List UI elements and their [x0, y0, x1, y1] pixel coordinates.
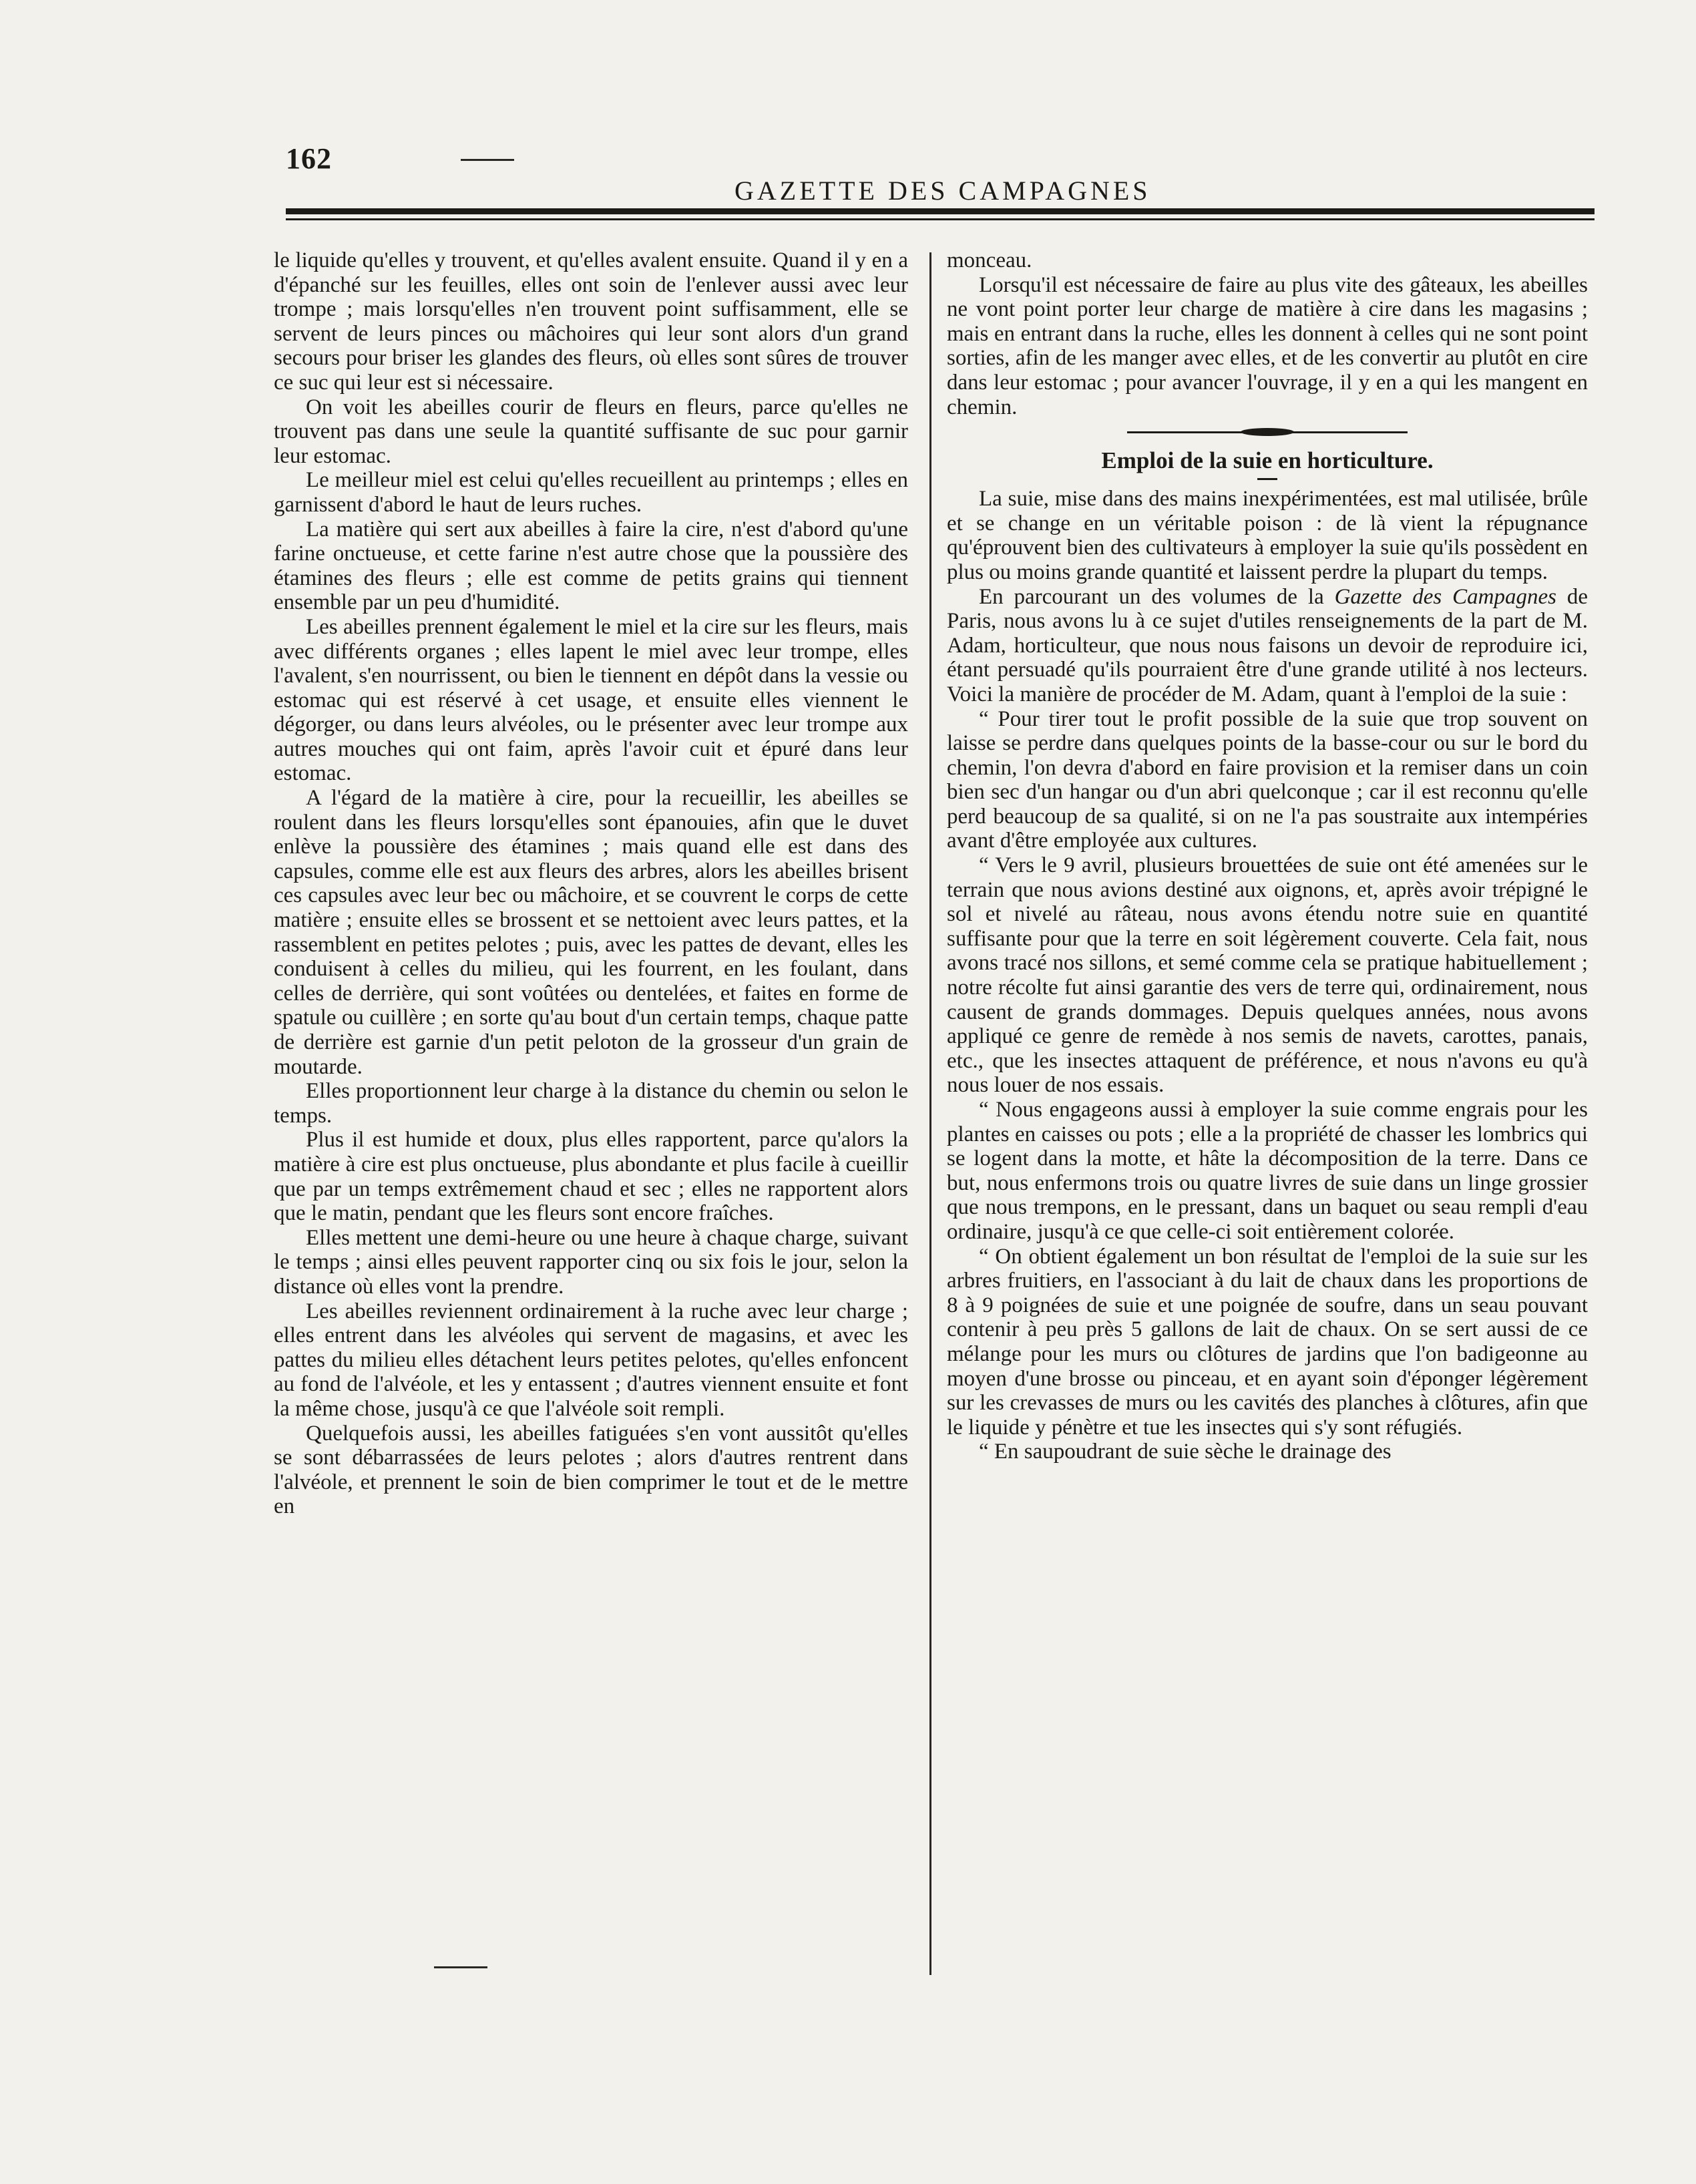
header-dash [461, 159, 514, 161]
column-divider [929, 252, 931, 1975]
header-rule-thin [286, 218, 1595, 220]
section-title: Emploi de la suie en horticulture. [1101, 447, 1434, 474]
page-number: 162 [286, 142, 332, 175]
paragraph: “ Pour tirer tout le profit possible de la suie que trop souvent on laisse se perdre dans quelques points de la basse-cour ou sur le bord du chemin, l'on devra d'abord en faire provision et la remiser dans un coin bien sec d'un hangar ou d'un abri quelconque ; car il est reconnu qu'elle perd beaucoup de sa qualité, si on ne l'a pas soustraite aux intempéries avant d'être employée aux cultures. [947, 706, 1588, 853]
paragraph: Quelquefois aussi, les abeilles fatiguées s'en vont aussitôt qu'elles se sont débarrassées de leurs pelotes ; alors d'autres rentrent dans l'alvéole, et prennent le soin de bien comprimer le tout et de le mettre en [274, 1421, 908, 1519]
paragraph: La suie, mise dans des mains inexpérimentées, est mal utilisée, brûle et se change en un véritable poison : de là vient la répugnance qu'éprouvent bien des cultivateurs à employer la suie qu'ils possèdent en plus ou moins grande quantité et laissent perdre la plupart du temps. [947, 487, 1588, 584]
paragraph: monceau. [947, 248, 1032, 272]
title-dash [1257, 478, 1277, 480]
paragraph: Elles mettent une demi-heure ou une heure à chaque charge, suivant le temps ; ainsi elles peuvent rapporter cinq ou six fois le jour, selon la distance où elles vont la prendre. [274, 1225, 908, 1299]
left-column [274, 248, 908, 1519]
running-title: GAZETTE DES CAMPAGNES [734, 176, 1151, 206]
publication-title: Gazette des Campagnes [1334, 584, 1556, 609]
paragraph: Lorsqu'il est nécessaire de faire au plus vite des gâteaux, les abeilles ne vont point porter leur charge de matière à cire dans les magasins ; mais en entrant dans la ruche, elles les donnent à celles qui ne sont point sorties, afin de les manger avec elles, et de les convertir au plutôt en cire dans leur estomac ; pour avancer l'ouvrage, il y en a qui les mangent en chemin. [947, 272, 1588, 419]
paragraph: Les abeilles prennent également le miel et la cire sur les fleurs, mais avec différents organes ; elles lapent le miel avec leur trompe, elles l'avalent, s'en nourrissent, ou bien le tiennent en dépôt dans la vessie ou estomac qui est réservé à cet usage, et ensuite elles viennent le dégorger, ou dans leurs alvéoles, ou le présenter avec leur trompe aux autres mouches qui ont faim, après l'avoir cuit et épuré dans leur estomac. [274, 614, 908, 786]
paragraph-with-citation [947, 585, 1588, 707]
paragraph-text: En parcourant un des volumes de la [979, 584, 1335, 609]
section-separator-ornament [947, 419, 1588, 446]
header-rule-thick [286, 208, 1595, 214]
separator-lozenge [1241, 428, 1294, 436]
paragraph: “ On obtient également un bon résultat de l'emploi de la suie sur les arbres fruitiers, en l'associant à du lait de chaux dans les proportions de 8 à 9 poignées de suie et une poignée de soufre, dans un seau pouvant contenir à peu près 5 gallons de lait de chaux. On se sert aussi de ce mélange pour les murs ou clôtures de jardins que l'on badigeonne au moyen d'une brosse ou pinceau, et en ayant soin d'éponger légèrement sur les crevasses de murs ou les cavités des planches à clôtures, afin que le liquide y pénètre et tue les insectes qui s'y sont réfugiés. [947, 1244, 1588, 1440]
column-end-dash [434, 1966, 487, 1968]
right-column [947, 248, 1588, 1464]
paragraph: Elles proportionnent leur charge à la distance du chemin ou selon le temps. [274, 1079, 908, 1128]
paragraph: “ En saupoudrant de suie sèche le drainage des [979, 1440, 1392, 1464]
paragraph: le liquide qu'elles y trouvent, et qu'elles avalent ensuite. Quand il y en a d'épanché sur les feuilles, elles ont soin de l'enlever aussi avec leur trompe ; mais lorsqu'elles n'en trouvent point suffisamment, elle se servent de leurs pinces ou mâchoires qui leur sont alors d'un grand secours pour briser les glandes des fleurs, où elles sont sûres de trouver ce suc qui leur est si nécessaire. [274, 248, 908, 395]
paragraph: Les abeilles reviennent ordinairement à la ruche avec leur charge ; elles entrent dans les alvéoles qui servent de magasins, et avec les pattes du milieu elles détachent leurs petites pelotes, qu'elles enfoncent au fond de l'alvéole, et les y entassent ; d'autres viennent ensuite et font la même chose, jusqu'à ce que l'alvéole soit rempli. [274, 1299, 908, 1421]
paragraph: Le meilleur miel est celui qu'elles recueillent au printemps ; elles en garnissent d'abord le haut de leurs ruches. [274, 468, 908, 517]
paragraph: “ Nous engageons aussi à employer la suie comme engrais pour les plantes en caisses ou pots ; elle a la propriété de chasser les lombrics qui se logent dans la motte, et hâte la décomposition de la terre. Dans ce but, nous enfermons trois ou quatre livres de suie dans un linge grossier que nous trempons, en le pressant, dans un baquet ou seau rempli d'eau ordinaire, jusqu'à ce que celle-ci soit entièrement colorée. [947, 1098, 1588, 1244]
paragraph: La matière qui sert aux abeilles à faire la cire, n'est d'abord qu'une farine onctueuse, et cette farine n'est autre chose que la poussière des étamines des fleurs ; elle est comme de petits grains qui tiennent ensemble par un peu d'humidité. [274, 517, 908, 615]
paragraph: On voit les abeilles courir de fleurs en fleurs, parce qu'elles ne trouvent pas dans une seule la quantité suffisante de suc pour garnir leur estomac. [274, 395, 908, 468]
paragraph: “ Vers le 9 avril, plusieurs brouettées de suie ont été amenées sur le terrain que nous avions destiné aux oignons, et, après avoir trépigné le sol et nivelé au râteau, nous avons étendu notre suie en quantité suffisante pour que la terre en soit légèrement couverte. Cela fait, nous avons tracé nos sillons, et semé comme cela se pratique habituellement ; notre récolte fut ainsi garantie des vers de terre qui, ordinairement, nous causent de grands dommages. Depuis quelques années, nous avons appliqué ce genre de remède à nos semis de navets, carottes, panais, etc., que les insectes attaquent de préférence, et nous n'avons eu qu'à nous louer de nos essais. [947, 853, 1588, 1098]
paragraph: A l'égard de la matière à cire, pour la recueillir, les abeilles se roulent dans les fleurs lorsqu'elles sont épanouies, afin que le duvet enlève la poussière des étamines ; mais quand elle est dans des capsules, comme elle est aux fleurs des arbres, alors les abeilles brisent ces capsules avec leur bec ou mâchoire, et se couvrent le corps de cette matière ; ensuite elles se brossent et se nettoient avec leurs pattes, et la rassemblent en petites pelotes ; puis, avec les pattes de devant, elles les conduisent à celles du milieu, qui les fourrent, en les foulant, dans celles de derrière, qui sont voûtées ou dentelées, et faites en forme de spatule ou cuillère ; en sorte qu'au bout d'un certain temps, chaque patte de derrière est garnie d'un petit peloton de la grosseur d'un grain de moutarde. [274, 786, 908, 1079]
paragraph: Plus il est humide et doux, plus elles rapportent, parce qu'alors la matière à cire est plus onctueuse, plus abondante et plus facile à cueillir que par un temps extrêmement chaud et sec ; elles ne rapportent alors que le matin, pendant que les fleurs sont encore fraîches. [274, 1128, 908, 1226]
paragraph-text: de Paris, nous avons lu à ce sujet d'utiles renseignements de la part de M. Adam, horticulteur, que nous nous faisons un devoir de reproduire ici, étant persuadé qu'ils pourraient être d'une grande utilité à nos lecteurs. Voici la manière de procéder de M. Adam, quant à l'emploi de la suie : [947, 584, 1588, 706]
